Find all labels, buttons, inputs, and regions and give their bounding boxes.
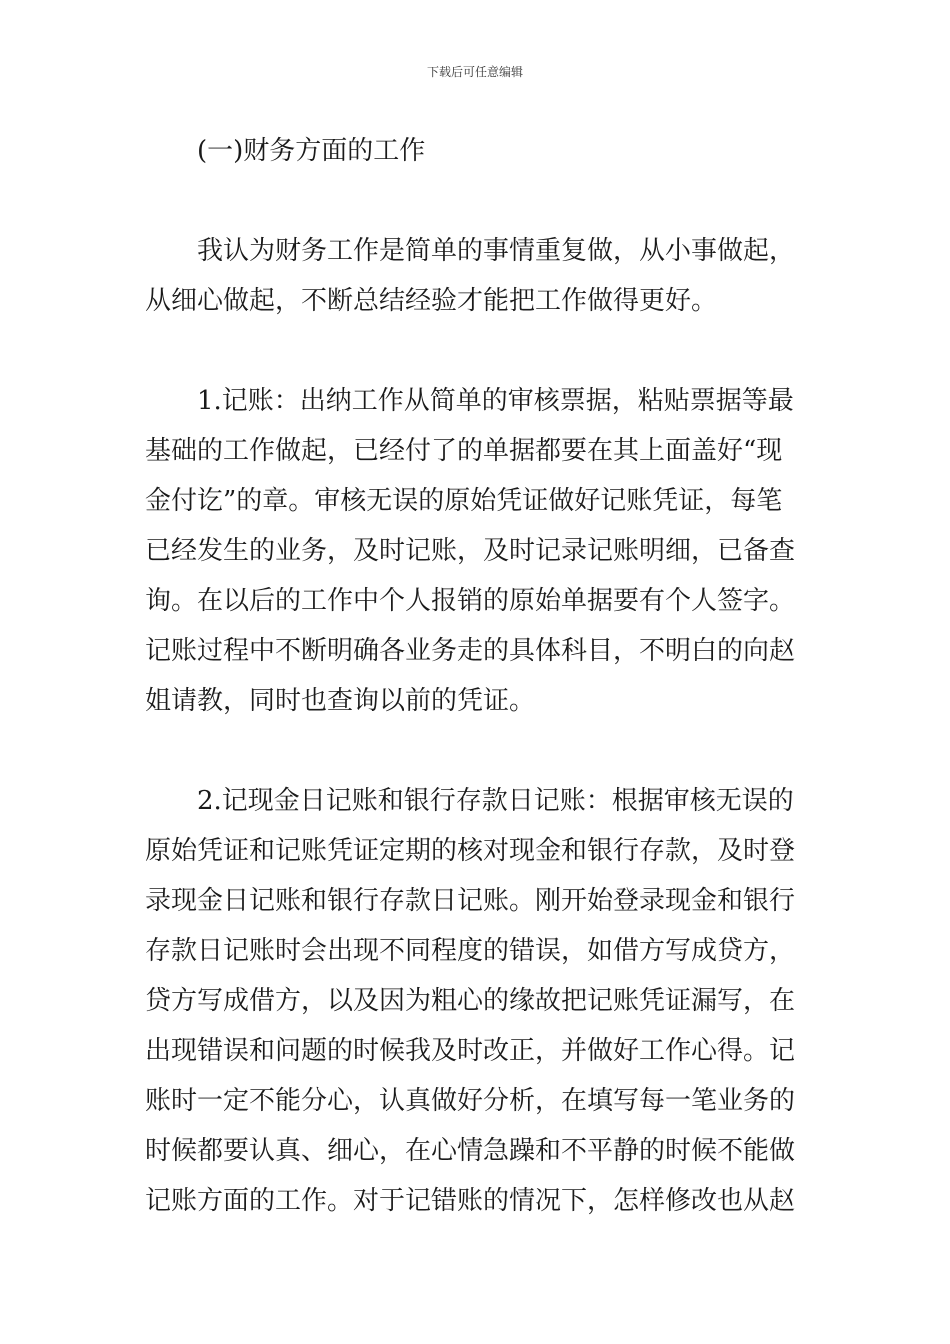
paragraph-line: 账时一定不能分心，认真做好分析，在填写每一笔业务的 [145,1086,796,1116]
paragraph-line: 2.记现金日记账和银行存款日记账：根据审核无误的 [197,786,794,816]
paragraph-line: 存款日记账时会出现不同程度的错误，如借方写成贷方， [145,936,796,966]
paragraph-line: 贷方写成借方，以及因为粗心的缘故把记账凭证漏写，在 [145,986,796,1016]
paragraph-1 [145,226,810,326]
paragraph-line: 录现金日记账和银行存款日记账。刚开始登录现金和银行 [145,886,796,916]
paragraph-line: 已经发生的业务，及时记账，及时记录记账明细，已备查 [145,536,796,566]
page-header: 下载后可任意编辑 [426,65,523,79]
paragraph-line: 基础的工作做起，已经付了的单据都要在其上面盖好“现 [145,436,783,466]
paragraph-line: 出现错误和问题的时候我及时改正，并做好工作心得。记 [145,1036,796,1066]
paragraph-line: 记账过程中不断明确各业务走的具体科目，不明白的向赵 [145,636,796,666]
paragraph-line: 原始凭证和记账凭证定期的核对现金和银行存款，及时登 [145,836,796,866]
paragraph-gap [145,176,810,226]
paragraph-line: 询。在以后的工作中个人报销的原始单据要有个人签字。 [145,586,796,616]
paragraph-line: 1.记账：出纳工作从简单的审核票据，粘贴票据等最 [197,386,794,416]
section-heading: (一)财务方面的工作 [197,136,426,166]
paragraph-line: 姐请教，同时也查询以前的凭证。 [145,686,536,716]
paragraph-line: 记账方面的工作。对于记错账的情况下，怎样修改也从赵 [145,1186,796,1216]
paragraph-3 [145,776,810,1226]
paragraph-gap [145,726,810,776]
paragraph-line: 金付讫”的章。审核无误的原始凭证做好记账凭证，每笔 [145,486,783,516]
paragraph-line: 从细心做起，不断总结经验才能把工作做得更好。 [145,286,718,316]
paragraph-gap [145,326,810,376]
paragraph-line: 时候都要认真、细心，在心情急躁和不平静的时候不能做 [145,1136,796,1166]
paragraph-line: 我认为财务工作是简单的事情重复做，从小事做起， [197,236,796,266]
paragraph-2 [145,376,810,726]
document-body [145,126,810,1226]
